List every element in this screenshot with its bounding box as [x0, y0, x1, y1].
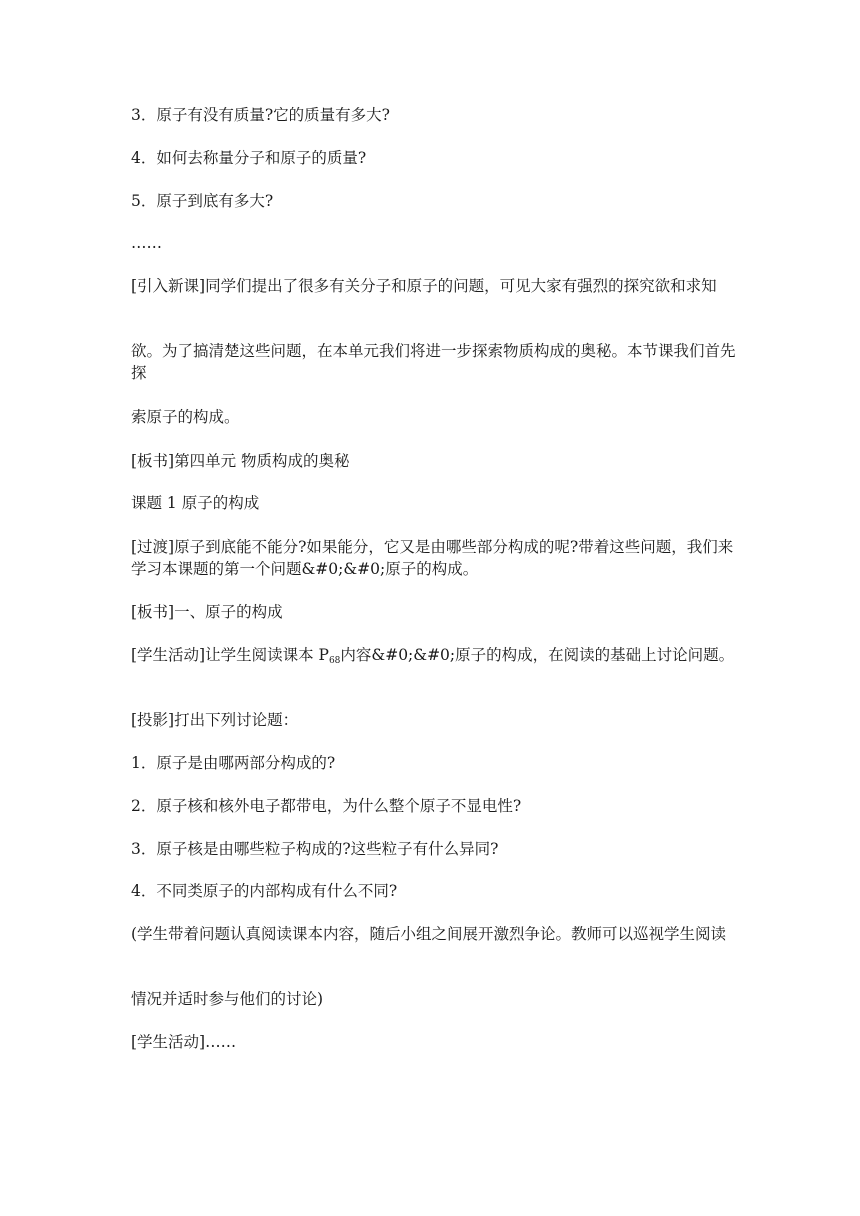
paragraph-note-line-1: (学生带着问题认真阅读课本内容，随后小组之间展开激烈争论。教师可以巡视学生阅读 [131, 925, 727, 943]
paragraph-intro-line-3: 索原子的构成。 [131, 408, 240, 426]
paragraph-question-3: 3．原子有没有质量?它的质量有多大? [131, 106, 390, 124]
activity-text-part-2: 内容&#0;&#0;原子的构成，在阅读的基础上讨论问题。 [340, 646, 735, 664]
paragraph-lesson-title: 课题 1 原子的构成 [131, 494, 260, 512]
paragraph-student-activity-2: [学生活动]…… [131, 1033, 237, 1051]
paragraph-question-4: 4．如何去称量分子和原子的质量? [131, 149, 367, 167]
paragraph-transition: [过渡]原子到底能不能分?如果能分，它又是由哪些部分构成的呢?带着这些问题，我们来学习本课题的第一个问题&#0;&#0;原子的构成。 [131, 538, 734, 578]
paragraph-discussion-3: 3．原子核是由哪些粒子构成的?这些粒子有什么异同? [131, 840, 499, 858]
paragraph-discussion-1: 1．原子是由哪两部分构成的? [131, 754, 336, 772]
paragraph-discussion-2: 2．原子核和核外电子都带电，为什么整个原子不显电性? [131, 797, 522, 815]
paragraph-discussion-4: 4．不同类原子的内部构成有什么不同? [131, 882, 398, 900]
paragraph-board-section: [板书]一、原子的构成 [131, 603, 283, 621]
paragraph-ellipsis: …… [131, 234, 162, 252]
page-number-subscript: 68 [328, 656, 341, 666]
paragraph-student-activity [131, 644, 741, 666]
activity-text-part-1: [学生活动]让学生阅读课本 P [131, 646, 329, 664]
paragraph-projection: [投影]打出下列讨论题： [131, 711, 299, 729]
paragraph-board-unit: [板书]第四单元 物质构成的奥秘 [131, 452, 350, 470]
paragraph-intro-line-2: 欲。为了搞清楚这些问题，在本单元我们将进一步探索物质构成的奥秘。本节课我们首先探 [131, 342, 736, 382]
paragraph-note-line-2: 情况并适时参与他们的讨论) [131, 990, 324, 1008]
paragraph-question-5: 5．原子到底有多大? [131, 192, 274, 210]
paragraph-intro-line-1: [引入新课]同学们提出了很多有关分子和原子的问题，可见大家有强烈的探究欲和求知 [131, 277, 717, 295]
